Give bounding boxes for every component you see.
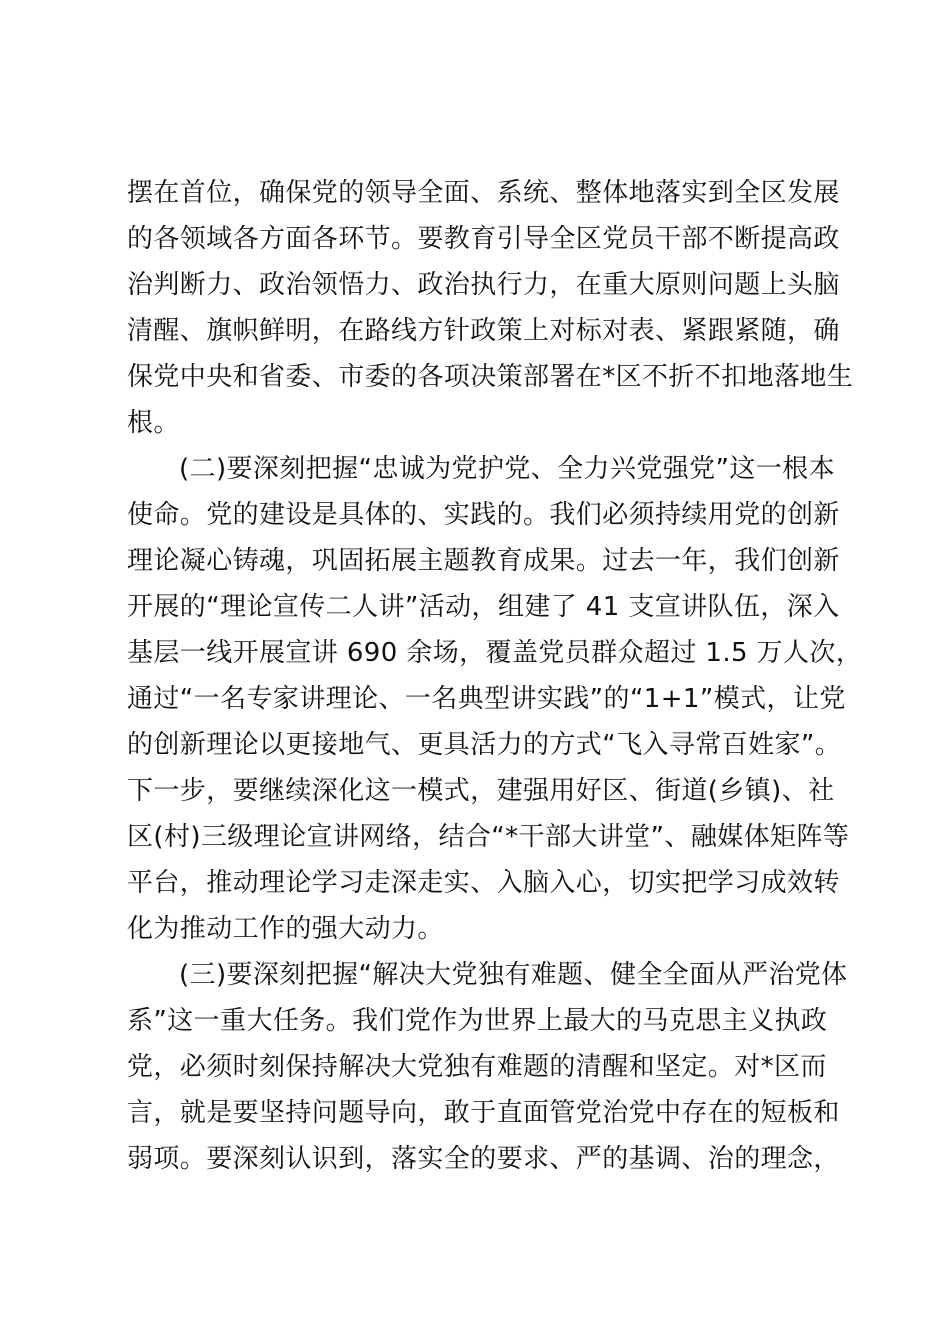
paragraph-line: 治判断力、政治领悟力、政治执行力，在重大原则问题上头脑: [127, 270, 840, 300]
paragraph-line: 弱项。要深刻认识到，落实全的要求、严的基调、治的理念，: [127, 1144, 840, 1174]
paragraph-line: 开展的“理论宣传二人讲”活动，组建了 41 支宣讲队伍，深入: [127, 592, 840, 622]
paragraph-line: 通过“一名专家讲理论、一名典型讲实践”的“1+1”模式，让党: [127, 684, 846, 714]
paragraph-first-line: (二)要深刻把握“忠诚为党护党、全力兴党强党”这一根本: [179, 454, 836, 484]
paragraph-line: 区(村)三级理论宣讲网络，结合“*干部大讲堂”、融媒体矩阵等: [127, 822, 850, 852]
paragraph-line: 保党中央和省委、市委的各项决策部署在*区不折不扣地落地生: [127, 362, 854, 392]
paragraph-line: 言，就是要坚持问题导向，敢于直面管党治党中存在的短板和: [127, 1098, 840, 1128]
paragraph-line: 的各领域各方面各环节。要教育引导全区党员干部不断提高政: [127, 224, 840, 254]
paragraph-line: 化为推动工作的强大动力。: [127, 914, 444, 944]
paragraph-3: [127, 952, 848, 1182]
paragraph-line: 根。: [127, 408, 180, 438]
paragraph-line: 党，必须时刻保持解决大党独有难题的清醒和坚定。对*区而: [127, 1052, 827, 1082]
paragraph-2: [127, 446, 863, 952]
paragraph-first-line: (三)要深刻把握“解决大党独有难题、健全全面从严治党体: [179, 960, 848, 990]
paragraph-line: 的创新理论以更接地气、更具活力的方式“飞入寻常百姓家”。: [127, 730, 842, 760]
paragraph-line: 基层一线开展宣讲 690 余场，覆盖党员群众超过 1.5 万人次，: [127, 638, 863, 668]
paragraph-line: 使命。党的建设是具体的、实践的。我们必须持续用党的创新: [127, 500, 840, 530]
paragraph-line: 系”这一重大任务。我们党作为世界上最大的马克思主义执政: [127, 1006, 828, 1036]
document-body: [127, 170, 863, 1182]
paragraph-line: 下一步，要继续深化这一模式，建强用好区、街道(乡镇)、社: [127, 776, 835, 806]
paragraph-line: 摆在首位，确保党的领导全面、系统、整体地落实到全区发展: [127, 178, 840, 208]
paragraph-line: 清醒、旗帜鲜明，在路线方针政策上对标对表、紧跟紧随，确: [127, 316, 840, 346]
paragraph-1: [127, 170, 854, 446]
paragraph-line: 理论凝心铸魂，巩固拓展主题教育成果。过去一年，我们创新: [127, 546, 840, 576]
paragraph-line: 平台，推动理论学习走深走实、入脑入心，切实把学习成效转: [127, 868, 840, 898]
